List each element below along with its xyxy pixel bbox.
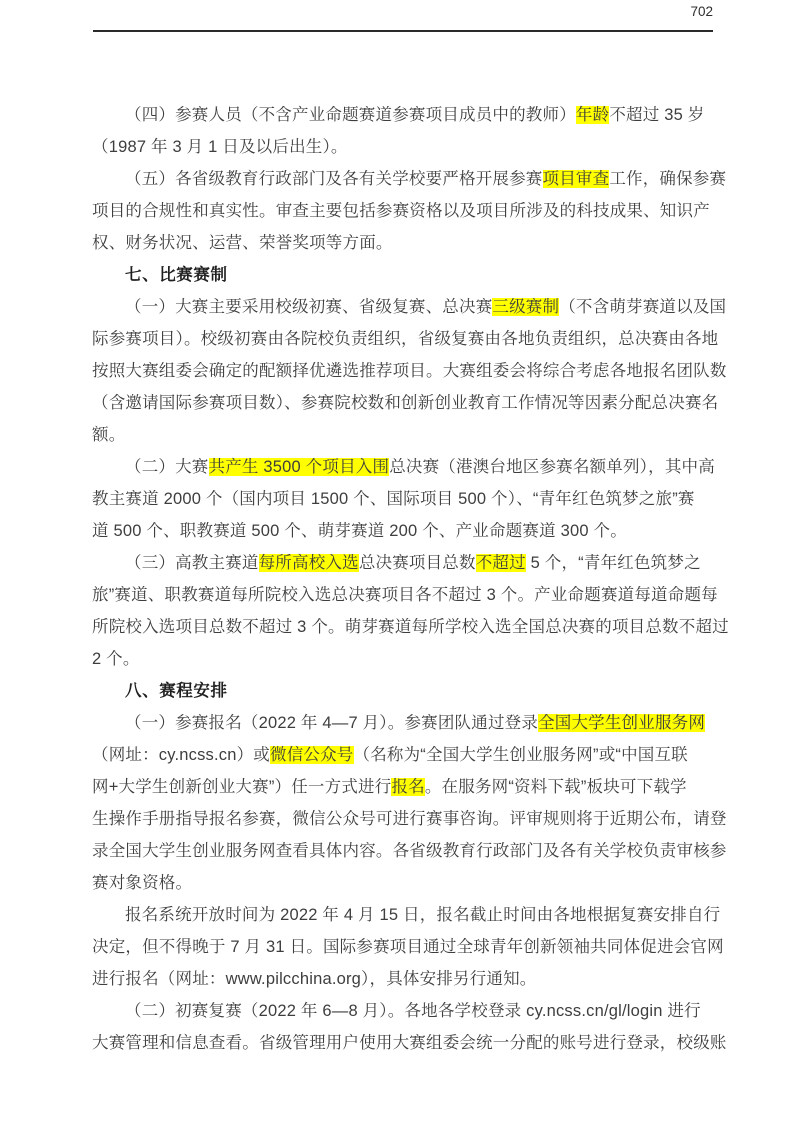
text-segment: 决定，但不得晚于 7 月 31 日。国际参赛项目通过全球青年创新领袖共同体促进会官网: [92, 938, 724, 956]
text-segment: 生操作手册指导报名参赛，微信公众号可进行赛事咨询。评审规则将于近期公布，请登: [92, 810, 727, 828]
page-number: 702: [690, 4, 713, 19]
highlighted-text: 每所高校入选: [258, 554, 359, 572]
text-line: [92, 611, 752, 643]
text-line: [92, 579, 752, 611]
text-segment: 报名系统开放时间为 2022 年 4 月 15 日，报名截止时间由各地根据复赛安排自行: [125, 906, 721, 924]
text-line: [92, 963, 752, 995]
header-rule: [93, 30, 713, 32]
text-segment: （二）初赛复赛（2022 年 6—8 月）。各地各学校登录 cy.ncss.cn/gl/login 进行: [125, 1002, 701, 1020]
text-segment: （四）参赛人员（不含产业命题赛道参赛项目成员中的教师）: [125, 106, 576, 124]
text-segment: 赛对象资格。: [92, 874, 193, 892]
text-segment: 八、赛程安排: [125, 682, 228, 700]
highlighted-text: 年龄: [575, 106, 610, 124]
text-line: [92, 643, 752, 675]
text-segment: （不含萌芽赛道以及国: [559, 298, 727, 316]
text-segment: 按照大赛组委会确定的配额择优遴选推荐项目。大赛组委会将综合考虑各地报名团队数: [92, 362, 727, 380]
text-segment: （名称为“全国大学生创业服务网”或“中国互联: [353, 746, 688, 764]
text-line: [92, 899, 752, 931]
text-line: [92, 451, 752, 483]
text-segment: 进行报名（网址：www.pilcchina.org），具体安排另行通知。: [92, 970, 537, 988]
highlighted-text: 不超过: [475, 554, 526, 572]
text-segment: 所院校入选项目总数不超过 3 个。萌芽赛道每所学校入选全国总决赛的项目总数不超过: [92, 618, 729, 636]
text-line: [92, 323, 752, 355]
text-line: [92, 163, 752, 195]
text-segment: 道 500 个、职教赛道 500 个、萌芽赛道 200 个、产业命题赛道 300 个。: [92, 522, 627, 540]
text-segment: 总决赛项目总数: [358, 554, 476, 572]
text-line: [92, 227, 752, 259]
text-line: [92, 835, 752, 867]
text-segment: 。在服务网“资料下载”板块可下载学: [424, 778, 687, 796]
text-segment: 七、比赛赛制: [125, 266, 228, 284]
text-segment: （网址：cy.ncss.cn）或: [92, 746, 270, 764]
text-line: [92, 739, 752, 771]
text-line: [92, 99, 752, 131]
text-segment: （一）参赛报名（2022 年 4—7 月）。参赛团队通过登录: [125, 714, 539, 732]
text-segment: 额。: [92, 426, 126, 444]
text-segment: 网+大学生创新创业大赛”）任一方式进行: [92, 778, 392, 796]
text-line: [92, 515, 752, 547]
text-segment: （三）高教主赛道: [125, 554, 259, 572]
text-segment: 项目的合规性和真实性。审查主要包括参赛资格以及项目所涉及的科技成果、知识产: [92, 202, 710, 220]
text-segment: 教主赛道 2000 个（国内项目 1500 个、国际项目 500 个）、“青年红色筑梦之旅”赛: [92, 490, 695, 508]
section-heading: [92, 675, 752, 707]
text-segment: 2 个。: [92, 650, 140, 668]
text-segment: 旅”赛道、职教赛道每所院校入选总决赛项目各不超过 3 个。产业命题赛道每道命题每: [92, 586, 718, 604]
text-segment: （1987 年 3 月 1 日及以后出生）。: [92, 138, 348, 156]
text-line: [92, 291, 752, 323]
text-segment: （含邀请国际参赛项目数）、参赛院校数和创新创业教育工作情况等因素分配总决赛名: [92, 394, 719, 412]
section-heading: [92, 259, 752, 291]
text-line: [92, 931, 752, 963]
text-line: [92, 771, 752, 803]
text-segment: （一）大赛主要采用校级初赛、省级复赛、总决赛: [125, 298, 493, 316]
highlighted-text: 微信公众号: [270, 746, 354, 764]
text-segment: 录全国大学生创业服务网查看具体内容。各省级教育行政部门及各有关学校负责审核参: [92, 842, 727, 860]
text-line: [92, 483, 752, 515]
text-line: [92, 419, 752, 451]
text-segment: 工作，确保参赛: [609, 170, 727, 188]
text-segment: 权、财务状况、运营、荣誉奖项等方面。: [92, 234, 393, 252]
text-segment: （五）各省级教育行政部门及各有关学校要严格开展参赛: [125, 170, 543, 188]
text-line: [92, 867, 752, 899]
text-line: [92, 195, 752, 227]
highlighted-text: 报名: [391, 778, 425, 796]
text-line: [92, 547, 752, 579]
text-segment: 大赛管理和信息查看。省级管理用户使用大赛组委会统一分配的账号进行登录，校级账: [92, 1034, 727, 1052]
text-line: [92, 131, 752, 163]
text-line: [92, 355, 752, 387]
highlighted-text: 三级赛制: [492, 298, 560, 316]
text-line: [92, 1027, 752, 1059]
text-segment: （二）大赛: [125, 458, 209, 476]
document-body: [92, 99, 752, 1059]
highlighted-text: 全国大学生创业服务网: [538, 714, 706, 732]
highlighted-text: 共产生 3500 个项目入围: [208, 458, 390, 476]
text-line: [92, 387, 752, 419]
text-line: [92, 707, 752, 739]
text-segment: 5 个，“青年红色筑梦之: [525, 554, 701, 572]
text-segment: 际参赛项目）。校级初赛由各院校负责组织，省级复赛由各地负责组织，总决赛由各地: [92, 330, 719, 348]
text-segment: 不超过 35 岁: [609, 106, 705, 124]
text-line: [92, 995, 752, 1027]
highlighted-text: 项目审查: [542, 170, 610, 188]
text-line: [92, 803, 752, 835]
text-segment: 总决赛（港澳台地区参赛名额单列），其中高: [389, 458, 715, 476]
